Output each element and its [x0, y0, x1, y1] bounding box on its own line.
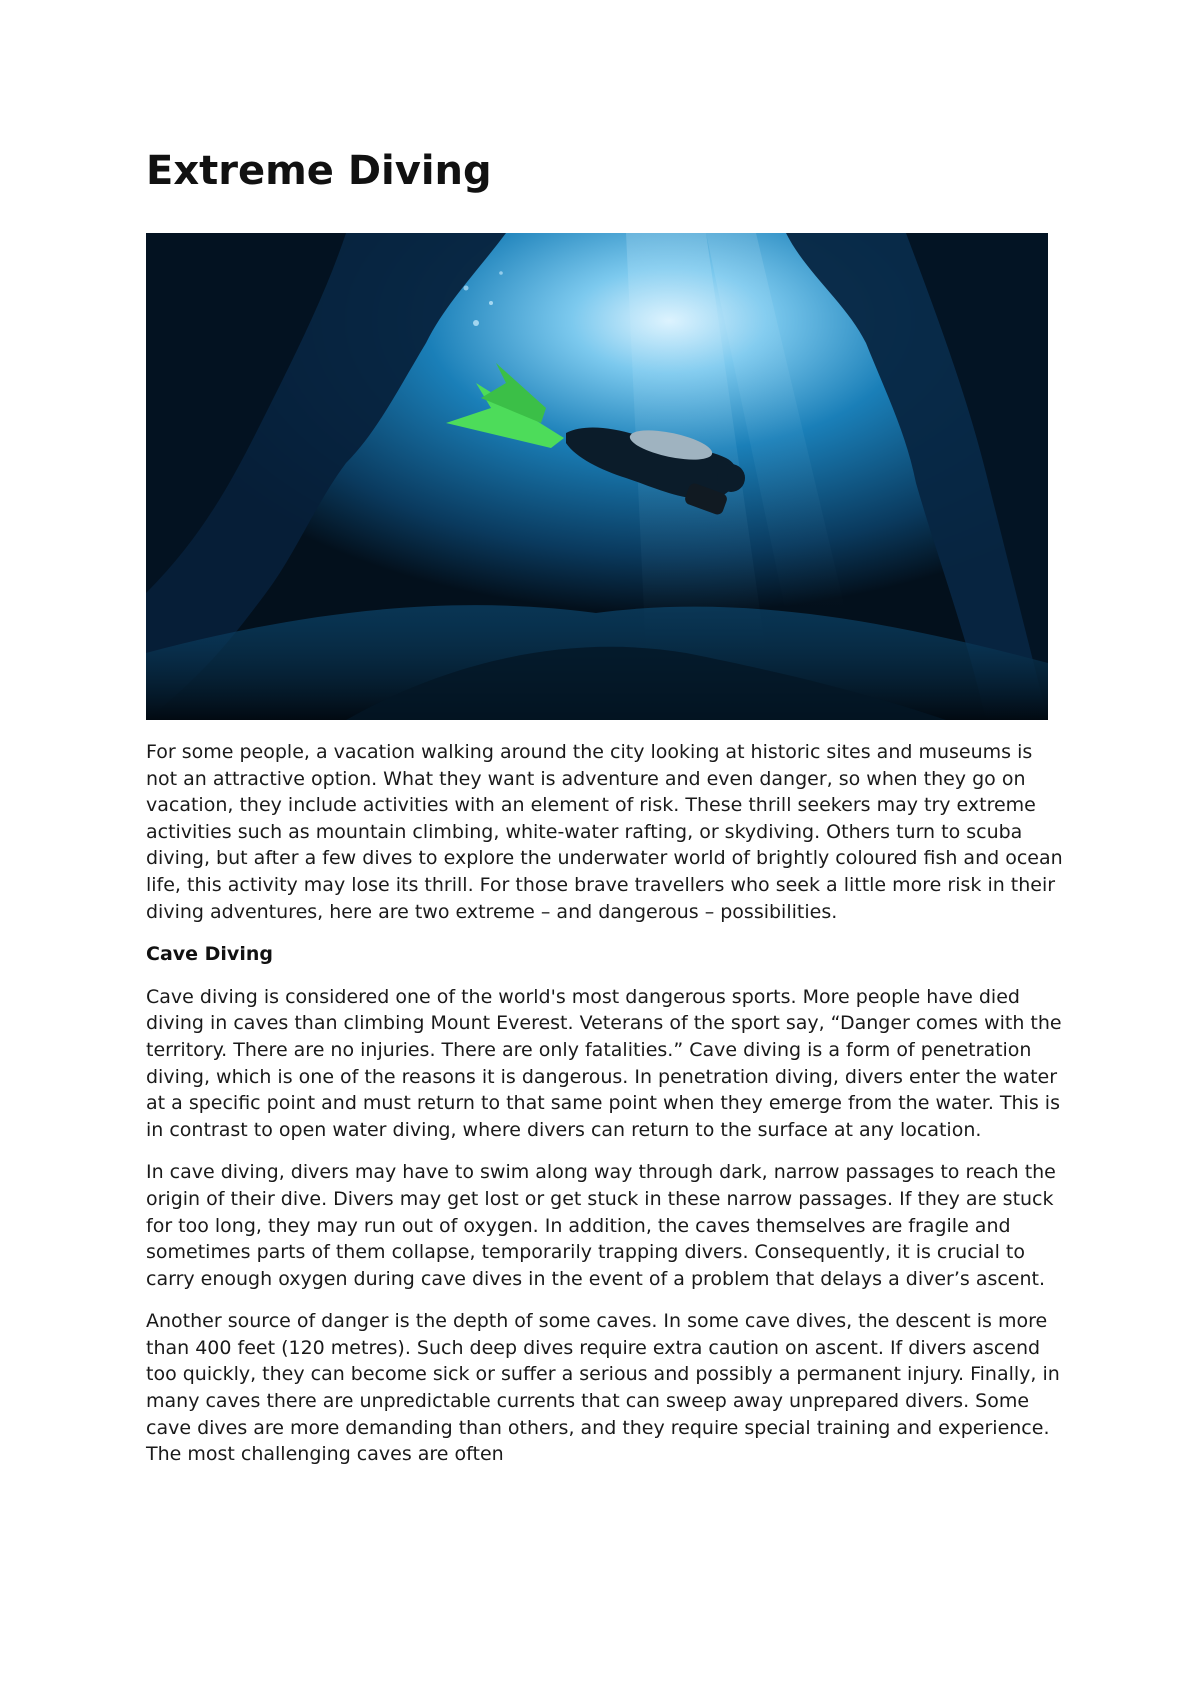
article-body — [146, 739, 1066, 1484]
body-paragraph: Cave diving is considered one of the world's most dangerous sports. More people have died diving in caves than climbing Mount Everest. Veterans of the sport say, “Danger comes with the territory. There are no injuries. There are only fatalities.” Cave diving is a form of penetration diving, which is one of the reasons it is dangerous. In penetration diving, divers enter the water at a specific point and must return to that same point when they emerge from the water. This is in contrast to open water diving, where divers can return to the surface at any location. — [146, 985, 1062, 1141]
article-title: Extreme Diving — [146, 148, 492, 194]
section-heading-cave-diving: Cave Diving — [146, 943, 273, 966]
body-paragraph: In cave diving, divers may have to swim along way through dark, narrow passages to reach the origin of their dive. Divers may get lost or get stuck in these narrow passages. If they are stuck for too long, they may run out of oxygen. In addition, the caves themselves are fragile and sometimes parts of them collapse, temporarily trapping divers. Consequently, it is crucial to carry enough oxygen during cave dives in the event of a problem that delays a diver’s ascent. — [146, 1161, 1056, 1290]
intro-paragraph: For some people, a vacation walking around the city looking at historic sites and museums is not an attractive option. What they want is adventure and even danger, so when they go on vacation, they include activities with an element of risk. These thrill seekers may try extreme activities such as mountain climbing, white-water rafting, or skydiving. Others turn to scuba diving, but after a few dives to explore the underwater world of brightly coloured fish and ocean life, this activity may lose its thrill. For those brave travellers who seek a little more risk in their diving adventures, here are two extreme – and dangerous – possibilities. — [146, 741, 1063, 923]
cave-diver-illustration — [146, 233, 1048, 720]
cave-diver-photo — [146, 233, 1048, 720]
body-paragraph: Another source of danger is the depth of some caves. In some cave dives, the descent is more than 400 feet (120 metres). Such deep dives require extra caution on ascent. If divers ascend too quickly, they can become sick or suffer a serious and possibly a permanent injury. Finally, in many caves there are unpredictable currents that can sweep away unprepared divers. Some cave dives are more demanding than others, and they require special training and experience. The most challenging caves are often — [146, 1310, 1060, 1466]
